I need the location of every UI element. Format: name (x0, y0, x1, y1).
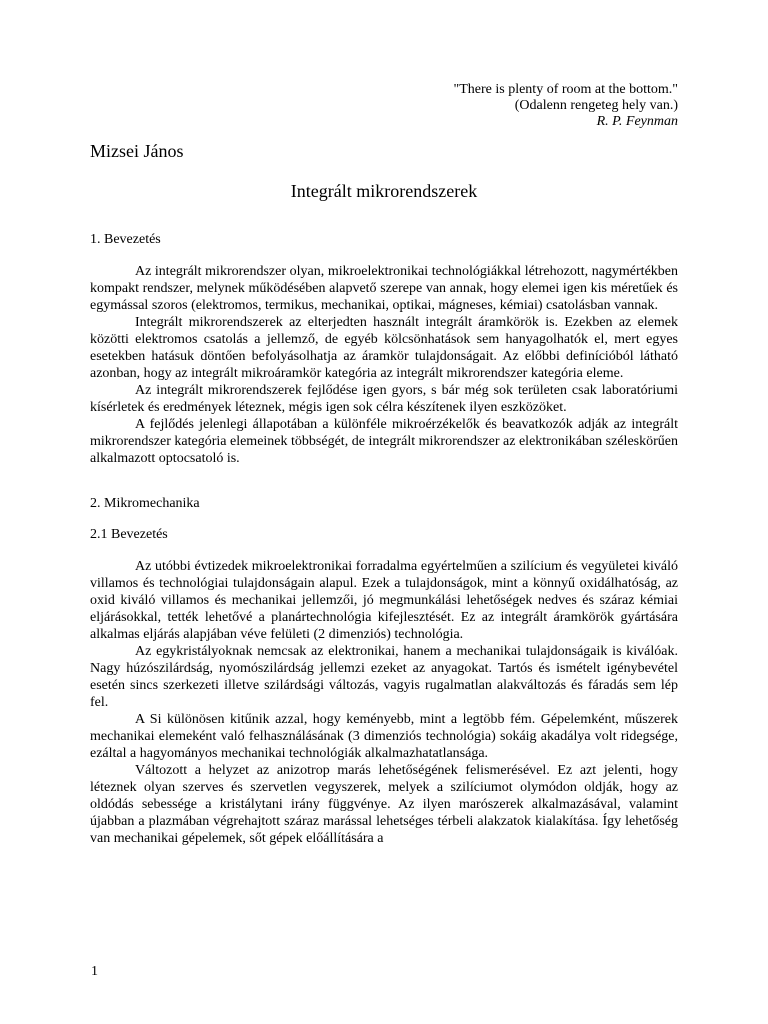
epigraph-author: R. P. Feynman (596, 114, 678, 129)
section-heading-2-1: 2.1 Bevezetés (90, 527, 168, 542)
paragraph: Integrált mikrorendszerek az elterjedten használt integrált áramkörök is. Ezekben az elemek közötti elektromos csatolás a jellemző, de egyéb kölcsönhatások sem hanyagolhatók el, mert egyes esetekben hatásuk döntően befolyásolhatja az áramkör tulajdonságait. Az előbbi definícióból látható azonban, hogy az integrált mikroáramkör kategória az integrált mikrorendszer kategória eleme. (90, 315, 678, 381)
paragraph: Az utóbbi évtizedek mikroelektronikai forradalma egyértelműen a szilícium és vegyületei kiváló villamos és technológiai tulajdonságain alapul. Ezek a tulajdonságok, mint a könnyű oxidálhatóság, az oxid kiváló villamos és mechanikai jellemzői, jó megmunkálási lehetőségek nedves és száraz kémiai eljárásokkal, tették lehetővé a planártechnológia kifejlesztését. Ez az integrált áramkörök gyártására alkalmas eljárás alapjában véve felületi (2 dimenziós) technológia. (90, 559, 678, 642)
epigraph (90, 82, 678, 130)
document-page (90, 82, 678, 847)
paragraph: Változott a helyzet az anizotrop marás lehetőségének felismerésével. Ez azt jelenti, hogy léteznek olyan szerves és szervetlen vegyszerek, melyek a szilíciumot olymódon oldják, hogy az oldódás sebessége a kristálytani irány függvénye. Az ilyen marószerek alkalmazásával, valamint újabban a plazmában végrehajtott száraz marással lehetséges térbeli alakzatok kialakítása. Így lehetőség van mechanikai gépelemek, sőt gépek előállítására a (90, 763, 678, 846)
section-heading-2: 2. Mikromechanika (90, 496, 200, 511)
paragraph: Az integrált mikrorendszer olyan, mikroelektronikai technológiákkal létrehozott, nagymértékben kompakt rendszer, melynek működésében alapvető szerepe van annak, hogy elemei igen kis méretűek és egymással szoros (elektromos, termikus, mechanikai, optikai, mágneses, kémiai) csatolásban vannak. (90, 264, 678, 313)
epigraph-quote: "There is plenty of room at the bottom." (453, 82, 678, 97)
document-author: Mizsei János (90, 141, 184, 161)
paragraph: Az integrált mikrorendszerek fejlődése igen gyors, s bár még sok területen csak laboratóriumi kísérletek és eredmények léteznek, mégis igen sok célra készítenek ilyen eszközöket. (90, 383, 678, 415)
paragraph: A Si különösen kitűnik azzal, hogy keményebb, mint a legtöbb fém. Gépelemként, műszerek mechanikai elemeként való felhasználásának (3 dimenziós technológia) sokáig akadálya volt ridegsége, ezáltal a hagyományos mechanikai technológiák alkalmazhatatlansága. (90, 712, 678, 761)
paragraph: Az egykristályoknak nemcsak az elektronikai, hanem a mechanikai tulajdonságaik is kiválóak. Nagy húzószilárdság, nyomószilárdság jellemzi ezeket az anyagokat. Tartós és ismételt igénybevétel esetén sincs szerkezeti illetve szilárdsági változás, vagyis rugalmatlan alakváltozás és fáradás sem lép fel. (90, 644, 678, 710)
document-title: Integrált mikrorendszerek (290, 181, 478, 201)
epigraph-translation: (Odalenn rengeteg hely van.) (514, 98, 678, 113)
paragraph: A fejlődés jelenlegi állapotában a különféle mikroérzékelők és beavatkozók adják az integrált mikrorendszer kategória elemeinek többségét, de integrált mikrorendszer az elektronikában széleskörűen alkalmazott optocsatoló is. (90, 417, 678, 466)
page-number: 1 (91, 964, 98, 979)
section-heading-1: 1. Bevezetés (90, 232, 161, 247)
